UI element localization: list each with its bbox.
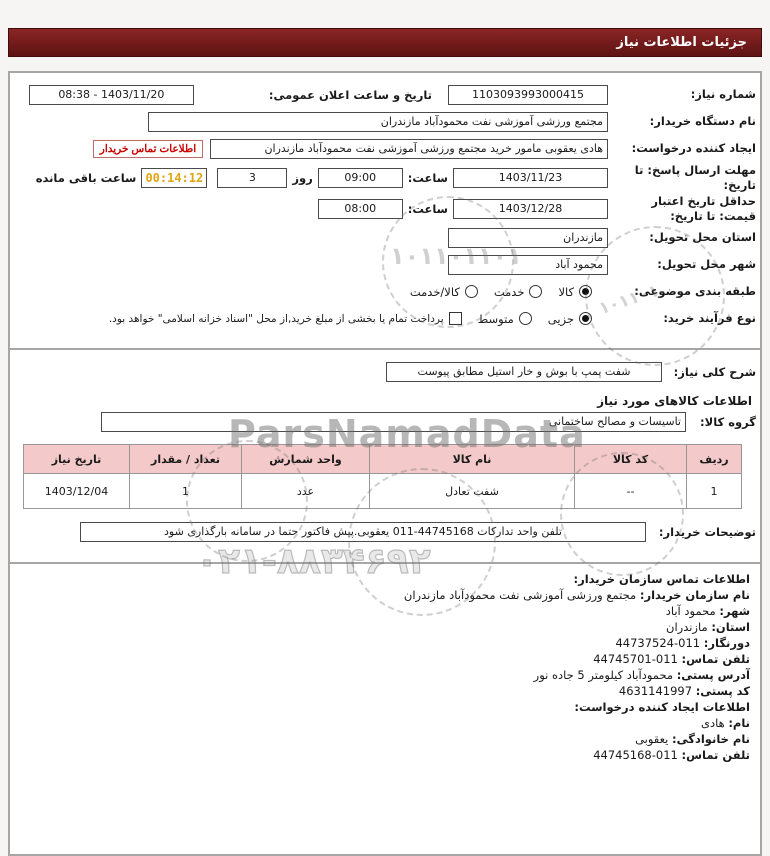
radio-icon[interactable] <box>519 312 532 325</box>
creator-value: هادی یعقوبی مامور خرید مجتمع ورزشی آموزشی نفت محمودآباد مازندران <box>210 139 608 159</box>
postal-code-value: 4631141997 <box>618 684 693 698</box>
phone-label: تلفن تماس: <box>681 652 750 666</box>
radio-selected-icon[interactable] <box>579 285 592 298</box>
announce-value: 1403/11/20 - 08:38 <box>29 85 194 105</box>
price-validity-hour-value: 08:00 <box>318 199 403 219</box>
classification-option-goods[interactable] <box>558 285 592 299</box>
page-title-banner <box>8 28 762 57</box>
need-number-label: شماره نیاز: <box>690 87 756 102</box>
need-description-label: شرح کلی نیاز: <box>673 364 756 379</box>
creator-label: ایجاد کننده درخواست: <box>631 141 756 156</box>
process-type-option-medium-label: متوسط <box>477 311 514 326</box>
process-type-option-medium[interactable] <box>478 312 532 326</box>
deadline-days-value: 3 <box>217 168 287 188</box>
deadline-hour-value: 09:00 <box>318 168 403 188</box>
creator-row <box>16 135 756 162</box>
countdown-timer: 00:14:12 <box>141 168 207 188</box>
goods-table-row <box>24 474 742 509</box>
classification-option-service[interactable] <box>494 285 543 299</box>
goods-group-row <box>16 408 756 435</box>
col-need-date: تاریخ نیاز <box>24 445 130 474</box>
col-count-unit: واحد شمارش <box>242 445 370 474</box>
city-label: شهر: <box>719 604 750 618</box>
price-validity-label: حداقل تاریخ اعتبار قیمت: تا تاریخ: <box>651 194 756 223</box>
request-info-section <box>8 71 762 352</box>
radio-icon[interactable] <box>465 285 478 298</box>
classification-option-service-label: خدمت <box>493 284 525 299</box>
deadline-day-label: روز <box>292 170 313 185</box>
buyer-note-row <box>16 518 756 545</box>
countdown-label: ساعت باقی مانده <box>35 170 137 185</box>
province-label: استان: <box>711 620 750 634</box>
radio-selected-icon[interactable] <box>579 312 592 325</box>
process-type-option-minor[interactable] <box>548 312 592 326</box>
contact-line-province <box>20 619 750 635</box>
price-validity-date-value: 1403/12/28 <box>453 199 608 219</box>
announce-label: تاریخ و ساعت اعلان عمومی: <box>268 87 432 102</box>
process-type-row <box>16 305 756 332</box>
buyer-contact-button[interactable]: اطلاعات تماس خریدار <box>93 140 203 158</box>
col-goods-code: کد کالا <box>575 445 687 474</box>
delivery-province-value: مازندران <box>448 228 608 248</box>
need-description-value: شفت پمپ با بوش و خار استیل مطابق پیوست <box>386 362 662 382</box>
delivery-province-label: استان محل تحویل: <box>649 230 756 245</box>
col-goods-name: نام کالا <box>370 445 575 474</box>
buyer-org-value: مجتمع ورزشی آموزشی نفت محمودآباد مازندران <box>148 112 608 132</box>
contact-info-section <box>8 562 762 856</box>
deadline-date-value: 1403/11/23 <box>453 168 608 188</box>
fax-label: دورنگار: <box>703 636 750 650</box>
address-label: آدرس پستی: <box>676 668 750 682</box>
last-name-label: نام خانوادگی: <box>672 732 750 746</box>
cell-row-number: 1 <box>687 474 742 509</box>
goods-group-value: تاسیسات و مصالح ساختمانی <box>101 412 686 432</box>
treasury-note: پرداخت تمام یا بخشی از مبلغ خرید,از محل "اسناد خزانه اسلامی" خواهد بود. <box>108 312 444 325</box>
cell-goods-code: -- <box>575 474 687 509</box>
buyer-note-value: تلفن واحد تدارکات 44745168-011 یعقوبی.پیش فاکتور حتما در سامانه بارگذاری شود <box>80 522 646 542</box>
deadline-label: مهلت ارسال پاسخ: تا تاریخ: <box>634 163 756 192</box>
org-contact-header: اطلاعات تماس سازمان خریدار: <box>573 572 750 586</box>
buyer-note-label: توضیحات خریدار: <box>658 524 756 539</box>
creator-phone-label: تلفن تماس: <box>681 748 750 762</box>
city-value: محمود آباد <box>665 604 716 618</box>
contact-line-org-name <box>20 587 750 603</box>
radio-icon[interactable] <box>529 285 542 298</box>
creator-line-first-name <box>20 715 750 731</box>
checkbox-icon[interactable] <box>449 312 462 325</box>
cell-quantity: 1 <box>130 474 242 509</box>
delivery-city-label: شهر محل تحویل: <box>657 257 756 272</box>
page-title: جزئیات اطلاعات نیاز <box>616 35 747 50</box>
classification-label: طبقه بندی موضوعی: <box>634 284 756 299</box>
contact-line-phone <box>20 651 750 667</box>
watermark-brand: ParsNamadData <box>228 412 586 456</box>
classification-option-goods-service[interactable] <box>410 285 478 299</box>
creator-line-phone <box>20 747 750 763</box>
goods-info-header: اطلاعات کالاهای مورد نیاز <box>597 394 752 408</box>
cell-goods-name: شفت تعادل <box>370 474 575 509</box>
watermark-digits: ۱۰۱۱۰۱۱۰۱ <box>390 242 522 270</box>
fax-value: 011-44737524 <box>615 636 701 650</box>
deadline-row <box>16 162 756 193</box>
creator-contact-header: اطلاعات ایجاد کننده درخواست: <box>574 700 750 714</box>
treasury-payment-option[interactable] <box>109 312 462 325</box>
province-value: مازندران <box>666 620 708 634</box>
contact-line-fax <box>20 635 750 651</box>
goods-table <box>23 444 742 509</box>
last-name-value: یعقوبی <box>635 732 669 746</box>
delivery-province-row <box>16 224 756 251</box>
classification-option-goods-label: کالا <box>558 284 574 299</box>
classification-option-goods-service-label: کالا/خدمت <box>409 284 460 299</box>
required-goods-section <box>8 348 762 569</box>
buyer-org-row <box>16 108 756 135</box>
need-number-row <box>16 81 756 108</box>
col-row-number: ردیف <box>687 445 742 474</box>
process-type-option-minor-label: جزیی <box>547 311 574 326</box>
price-validity-row <box>16 193 756 224</box>
price-validity-hour-label: ساعت: <box>407 201 448 216</box>
watermark-digits-small: ۱۰۱۱۰۱ <box>596 280 662 320</box>
goods-table-header-row <box>24 445 742 474</box>
need-number-value: 1103093993000415 <box>448 85 608 105</box>
first-name-label: نام: <box>728 716 750 730</box>
cell-need-date: 1403/12/04 <box>24 474 130 509</box>
contact-line-address <box>20 667 750 683</box>
org-name-value: مجتمع ورزشی آموزشی نفت محمودآباد مازندران <box>403 588 637 602</box>
creator-line-last-name <box>20 731 750 747</box>
need-description-row <box>16 358 756 385</box>
delivery-city-row <box>16 251 756 278</box>
creator-phone-value: 011-44745168 <box>593 748 678 762</box>
contact-line-postal-code <box>20 683 750 699</box>
contact-line-city <box>20 603 750 619</box>
col-quantity: تعداد / مقدار <box>130 445 242 474</box>
buyer-org-label: نام دستگاه خریدار: <box>649 114 756 129</box>
delivery-city-value: محمود آباد <box>448 255 608 275</box>
cell-count-unit: عدد <box>242 474 370 509</box>
classification-row <box>16 278 756 305</box>
goods-group-label: گروه کالا: <box>700 414 756 429</box>
process-type-label: نوع فرآیند خرید: <box>663 311 756 326</box>
address-value: محمودآباد کیلومتر 5 جاده نور <box>533 668 674 682</box>
phone-value: 011-44745701 <box>593 652 678 666</box>
postal-code-label: کد پستی: <box>695 684 750 698</box>
first-name-value: هادی <box>700 716 725 730</box>
deadline-hour-label: ساعت: <box>407 170 448 185</box>
org-name-label: نام سازمان خریدار: <box>639 588 750 602</box>
